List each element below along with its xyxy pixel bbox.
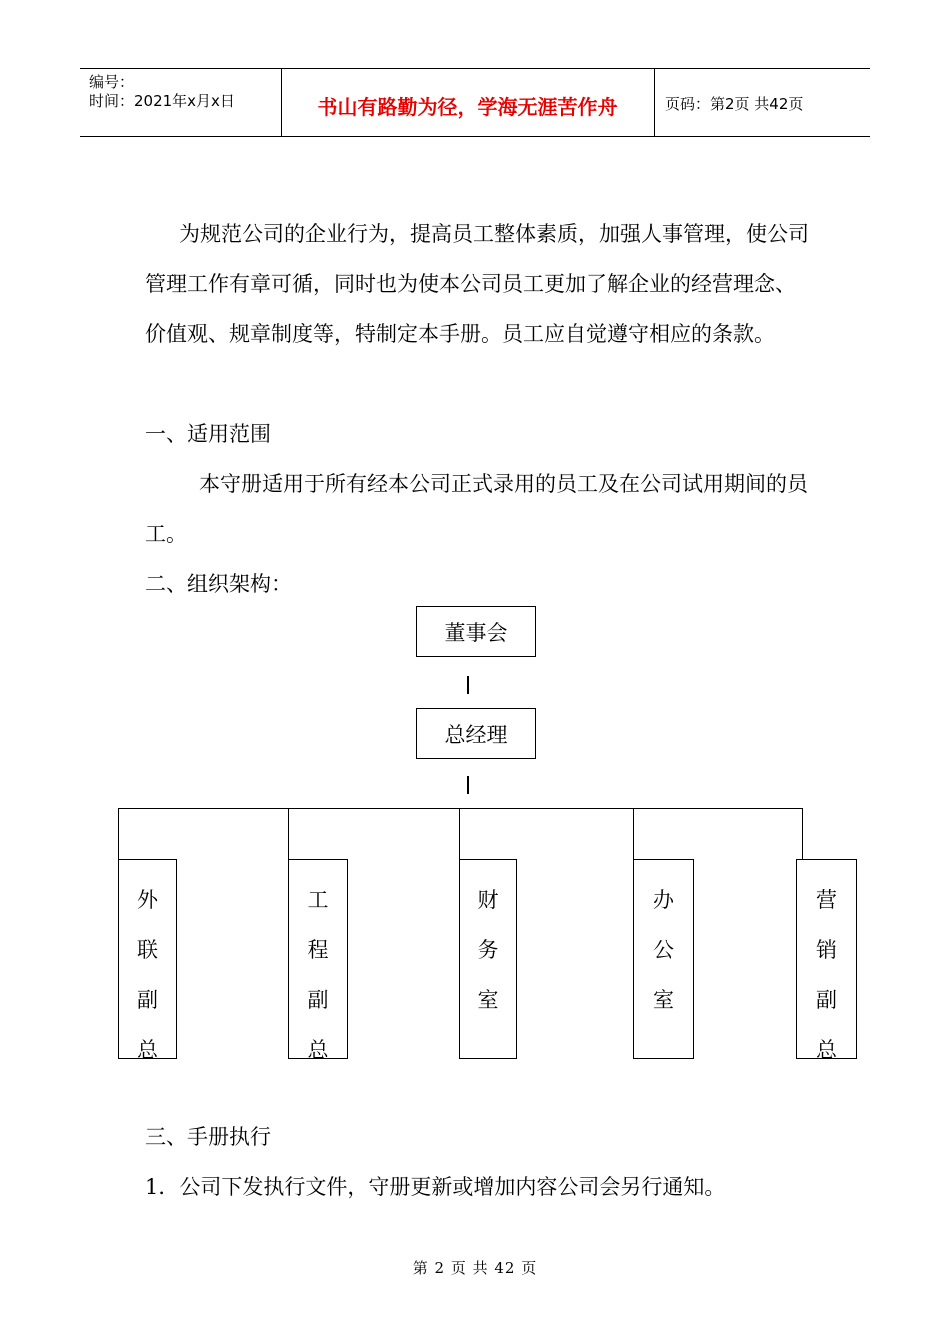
dept-char: 总: [816, 1038, 837, 1062]
section-heading-org: 二、组织架构：: [145, 572, 292, 596]
section-heading-scope: 一、适用范围: [145, 422, 271, 446]
dept-char: 财: [477, 888, 499, 912]
document-number-label: 编号：: [89, 73, 135, 91]
org-drop-line: [459, 808, 460, 860]
dept-char: 总: [307, 1038, 329, 1062]
header-page-info: 页码：第2页 共42页: [665, 95, 804, 113]
dept-char: 销: [816, 938, 837, 962]
document-time-label: 时间：2021年x月x日: [89, 92, 235, 110]
dept-char: 副: [137, 988, 158, 1012]
org-node-engineering-vp: [288, 859, 348, 1062]
dept-char: 务: [477, 938, 499, 962]
org-branch-line: [118, 808, 803, 809]
org-drop-line: [288, 808, 289, 860]
section-heading-execution: 三、手册执行: [145, 1125, 271, 1149]
dept-char: 副: [816, 988, 837, 1012]
org-node-finance-office: [459, 859, 517, 1059]
org-node-sales-vp: [796, 859, 857, 1062]
page-header: [80, 68, 870, 137]
org-node-external-vp: [118, 859, 177, 1062]
header-motto: 书山有路勤为径，学海无涯苦作舟: [317, 95, 618, 119]
org-drop-line: [802, 808, 803, 860]
header-page-cell: [655, 69, 870, 136]
dept-char: 办: [653, 888, 674, 912]
org-drop-line: [118, 808, 119, 860]
org-node-general-manager: 总经理: [416, 708, 536, 759]
header-info-cell: [80, 69, 282, 136]
dept-char: 联: [137, 938, 158, 962]
dept-char: 总: [137, 1038, 158, 1062]
dept-char: 工: [307, 888, 329, 912]
page-footer: 第 2 页 共 42 页: [412, 1259, 538, 1277]
dept-char: 公: [653, 938, 674, 962]
list-item: 1．公司下发执行文件，守册更新或增加内容公司会另行通知。: [145, 1175, 726, 1199]
org-connector-gm-branch: [467, 776, 469, 794]
scope-paragraph: 本守册适用于所有经本公司正式录用的员工及在公司试用期间的员工。: [145, 472, 808, 546]
dept-char: 营: [816, 888, 837, 912]
intro-paragraph: 为规范公司的企业行为，提高员工整体素质，加强人事管理，使公司管理工作有章可循，同时也为使本公司员工更加了解企业的经营理念、价值观、规章制度等，特制定本手册。员工应自觉遵守相应的条款。: [145, 222, 809, 346]
dept-char: 外: [137, 888, 158, 912]
dept-char: 室: [653, 988, 674, 1012]
org-connector-board-gm: [467, 676, 469, 694]
dept-char: 程: [307, 938, 329, 962]
org-node-board: 董事会: [416, 606, 536, 657]
org-drop-line: [633, 808, 634, 860]
dept-char: 副: [307, 988, 329, 1012]
dept-char: 室: [477, 988, 499, 1012]
header-motto-cell: [281, 69, 655, 136]
org-node-admin-office: [633, 859, 694, 1059]
